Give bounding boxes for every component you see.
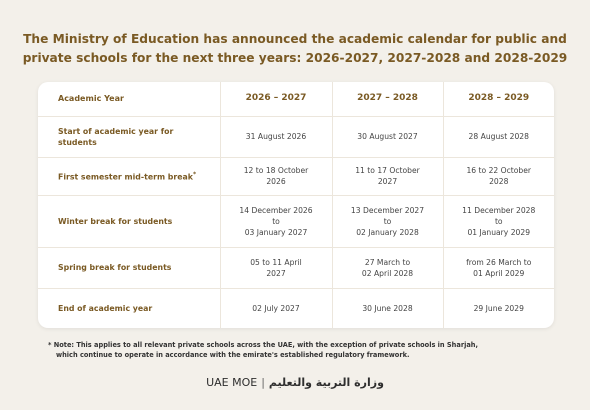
cell-line: 13 December 2027 — [350, 205, 425, 215]
row-label-line: Spring break for students — [58, 263, 172, 272]
row-label-winter-break — [38, 195, 220, 247]
footnote-text-1: This applies to all relevant private schools across the UAE, with the exception of private schools in Sharjah, — [76, 341, 478, 349]
table-row — [38, 288, 554, 328]
header-year-2: 2027 – 2028 — [332, 82, 443, 116]
cell-line: 12 to 18 October — [243, 166, 309, 175]
row-label-line: Winter break for students — [58, 216, 173, 226]
cell-line: 05 to 11 April — [250, 257, 302, 267]
cell-line: 28 August 2028 — [468, 132, 529, 141]
headline — [20, 30, 570, 68]
row-label-start-of-year — [38, 116, 220, 157]
headline-line-2: private schools for the next three years: 2026-2027, 2027-2028 and 2028-2029 — [22, 51, 568, 65]
cell-line: 2028 — [489, 177, 509, 186]
cell-spring-2029 — [443, 247, 554, 288]
footnote-label: Note: — [53, 341, 75, 349]
row-label-mid-term-break — [38, 157, 220, 195]
brand-name: UAE MOE — [206, 376, 258, 389]
row-label-line: Start of academic year for — [58, 126, 174, 136]
cell-start-2027 — [332, 116, 443, 157]
calendar-card — [38, 82, 554, 328]
cell-winter-2027 — [332, 195, 443, 247]
cell-start-2026 — [220, 116, 332, 157]
cell-spring-2028 — [332, 247, 443, 288]
footnote-bullet: * — [48, 341, 52, 349]
cell-midterm-2028 — [443, 157, 554, 195]
cell-line: 31 August 2026 — [245, 132, 307, 141]
header-academic-year: Academic Year — [38, 82, 220, 116]
brand-separator: | — [261, 376, 265, 389]
footnote — [48, 340, 548, 360]
cell-line: 27 March to — [364, 257, 411, 267]
table-row — [38, 157, 554, 195]
row-label-end-of-year — [38, 288, 220, 328]
cell-line: 03 January 2027 — [244, 227, 308, 237]
cell-line: 02 January 2028 — [356, 227, 419, 237]
table-row — [38, 247, 554, 288]
cell-end-2029 — [443, 288, 554, 328]
table-header-row — [38, 82, 554, 116]
cell-line: 16 to 22 October — [466, 166, 532, 175]
cell-end-2027 — [220, 288, 332, 328]
table-row — [38, 116, 554, 157]
header-year-1: 2026 – 2027 — [220, 82, 332, 116]
footer-logo — [0, 376, 590, 389]
asterisk-mark: * — [192, 171, 197, 179]
cell-line: 2027 — [377, 177, 398, 186]
cell-line: 2026 — [266, 177, 286, 186]
cell-end-2028 — [332, 288, 443, 328]
cell-midterm-2026 — [220, 157, 332, 195]
cell-line: 2027 — [266, 268, 286, 278]
calendar-table — [38, 82, 554, 328]
cell-line: to — [383, 216, 392, 226]
cell-start-2028 — [443, 116, 554, 157]
cell-line: 14 December 2026 — [239, 205, 313, 215]
headline-line-1: The Ministry of Education has announced the academic calendar for public and — [23, 32, 567, 46]
brand-arabic-name: وزارة التربية والتعليم — [268, 376, 384, 389]
cell-line: 30 June 2028 — [362, 303, 413, 313]
cell-line: to — [272, 216, 280, 226]
cell-line: to — [494, 216, 503, 226]
row-label-line: End of academic year — [58, 303, 153, 313]
cell-line: 01 January 2029 — [467, 227, 531, 237]
cell-line: 30 August 2027 — [357, 132, 418, 141]
cell-line: 02 April 2028 — [361, 268, 414, 278]
footnote-line-1 — [48, 340, 548, 350]
footnote-line-2: which continue to operate in accordance with the emirate's established regulatory framework. — [56, 351, 410, 359]
cell-winter-2028 — [443, 195, 554, 247]
table-row — [38, 195, 554, 247]
cell-line: 29 June 2029 — [473, 303, 524, 313]
cell-line: 11 to 17 October — [355, 166, 420, 175]
row-label-spring-break — [38, 247, 220, 288]
cell-line: 02 July 2027 — [252, 303, 300, 313]
row-label-line: students — [58, 137, 97, 147]
cell-winter-2026 — [220, 195, 332, 247]
cell-spring-2027 — [220, 247, 332, 288]
cell-line: from 26 March to — [466, 257, 532, 267]
header-year-3: 2028 – 2029 — [443, 82, 554, 116]
cell-line: 01 April 2029 — [473, 268, 525, 278]
cell-line: 11 December 2028 — [462, 205, 536, 215]
cell-midterm-2027 — [332, 157, 443, 195]
row-label-line: First semester mid-term break — [58, 172, 193, 182]
